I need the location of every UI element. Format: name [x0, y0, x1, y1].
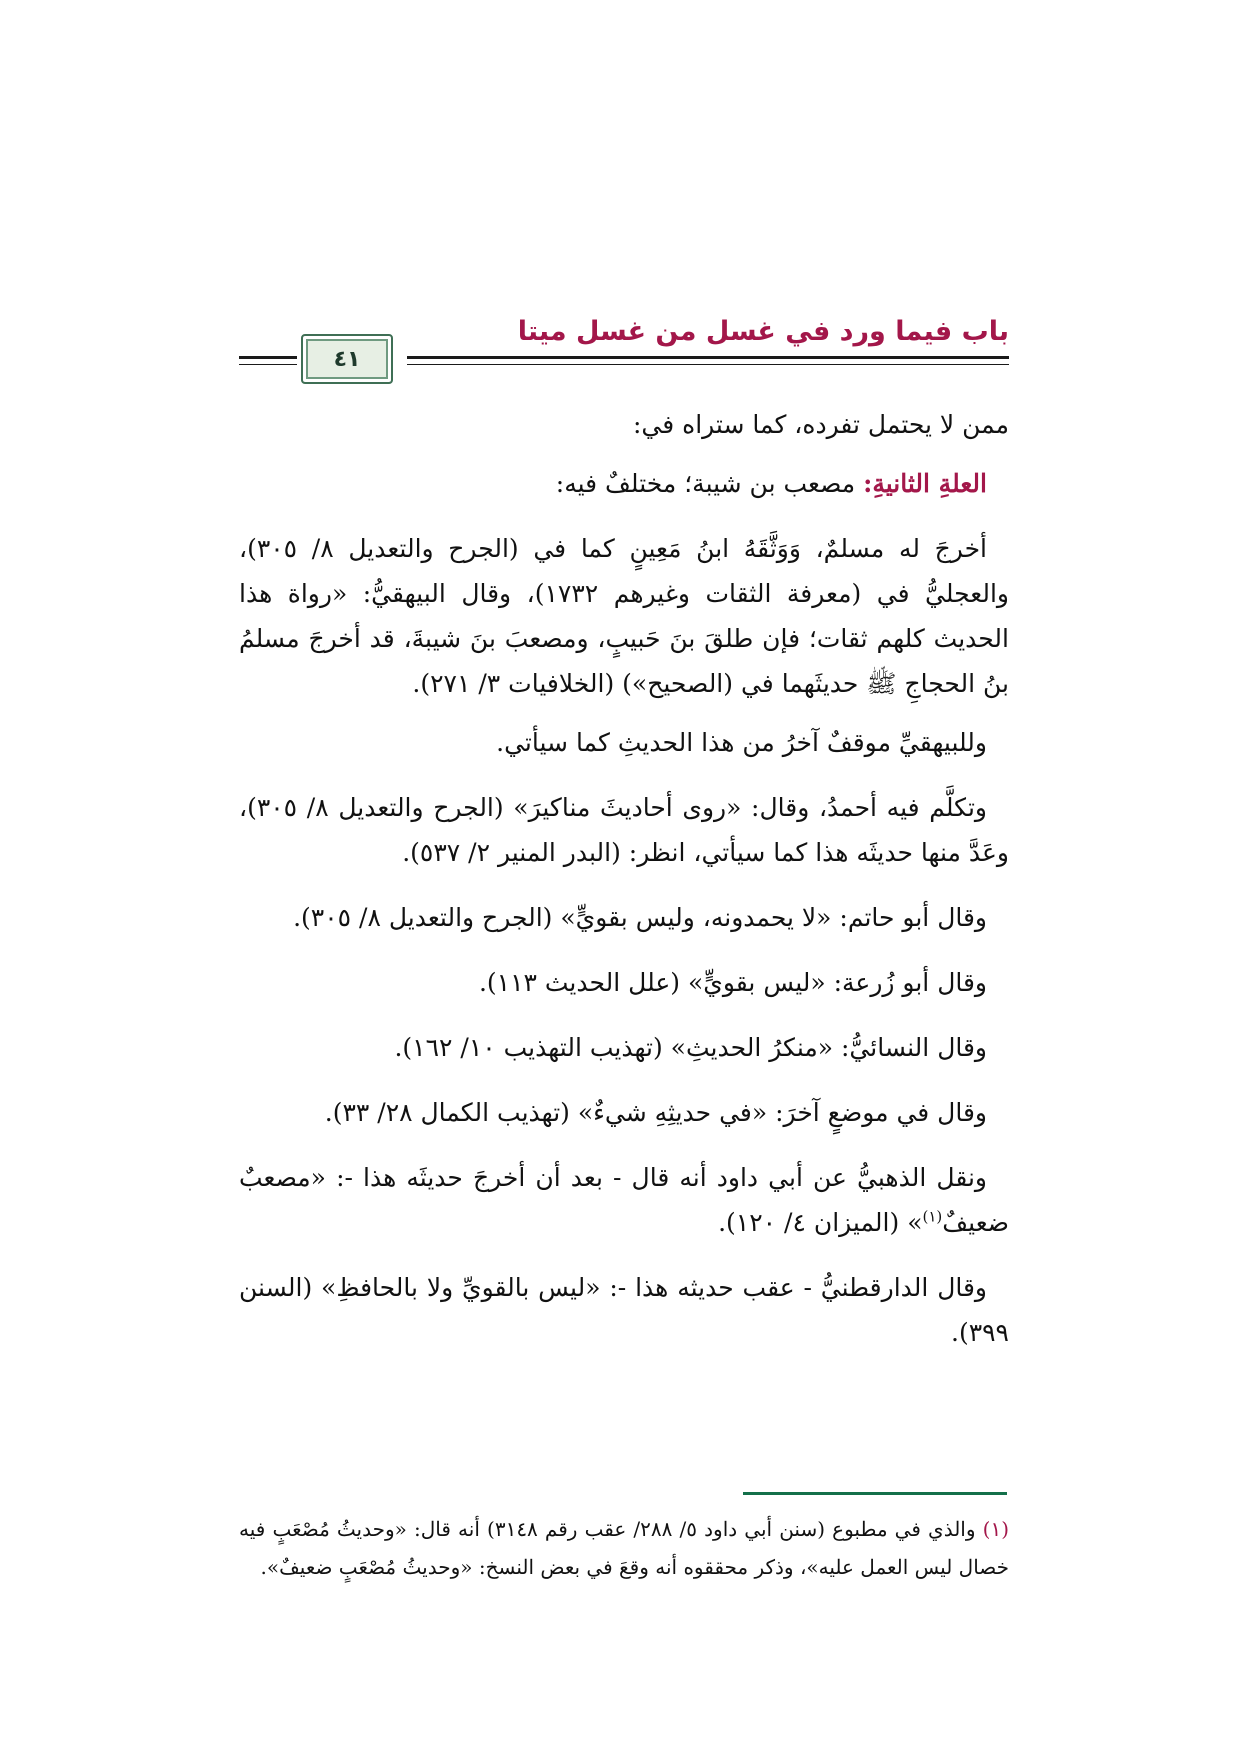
- paragraph-10-after: » (الميزان ٤/ ١٢٠).: [718, 1208, 923, 1237]
- footnote-number: (١): [982, 1517, 1010, 1541]
- page-header: [239, 312, 1009, 382]
- paragraph-11: وقال الدارقطنيُّ - عقب حديثه هذا -: «ليس بالقويِّ ولا بالحافظِ» (السنن ٣٩٩).: [239, 1273, 1009, 1347]
- page-number-badge: ٤١: [301, 334, 393, 384]
- paragraph-2: [239, 461, 1009, 506]
- header-rule-right-top: [407, 356, 1009, 359]
- paragraph-8: وقال النسائيُّ: «منكرُ الحديثِ» (تهذيب التهذيب ١٠/ ١٦٢).: [394, 1033, 987, 1062]
- chapter-title: باب فيما ورد في غسل من غسل ميتا: [517, 316, 1009, 347]
- paragraph-4: وللبيهقيِّ موقفٌ آخرُ من هذا الحديثِ كما سيأتي.: [496, 728, 987, 757]
- second-defect-label: العلةِ الثانيةِ:: [863, 469, 987, 498]
- header-rule-left-top: [239, 356, 297, 359]
- paragraph-1: ممن لا يحتمل تفرده، كما ستراه في:: [632, 410, 1009, 439]
- second-defect-text: مصعب بن شيبة؛ مختلفٌ فيه:: [555, 469, 864, 498]
- paragraph-10-before: ونقل الذهبيُّ عن أبي داود أنه قال - بعد أن أخرجَ حديثَه هذا -: «مصعبٌ ضعيفٌ: [239, 1163, 1009, 1237]
- paragraph-7: وقال أبو زُرعة: «ليس بقويٍّ» (علل الحديث ١١٣).: [478, 968, 987, 997]
- footnote: [239, 1510, 1009, 1586]
- paragraph-9: وقال في موضعٍ آخرَ: «في حديثِهِ شيءٌ» (تهذيب الكمال ٢٨/ ٣٣).: [324, 1098, 987, 1127]
- footnote-separator: [743, 1492, 1007, 1495]
- paragraph-6: وقال أبو حاتم: «لا يحمدونه، وليس بقويٍّ» (الجرح والتعديل ٨/ ٣٠٥).: [293, 903, 987, 932]
- footnote-text: والذي في مطبوع (سنن أبي داود ٥/ ٢٨٨/ عقب رقم ٣١٤٨) أنه قال: «وحديثُ مُصْعَبٍ فيه خصال ليس العمل عليه»، وذكر محققوه أنه وقعَ في بعض النسخ: «وحديثُ مُصْعَبٍ ضعيفٌ».: [239, 1517, 1009, 1579]
- paragraph-5: وتكلَّم فيه أحمدُ، وقال: «روى أحاديثَ مناكيرَ» (الجرح والتعديل ٨/ ٣٠٥)، وعَدَّ منها حديثَه هذا كما سيأتي، انظر: (البدر المنير ٢/ ٥٣٧).: [239, 793, 1009, 867]
- main-text: [239, 402, 1009, 1375]
- footnote-reference[interactable]: (١): [922, 1207, 943, 1226]
- header-rule-right-bottom: [407, 364, 1009, 365]
- paragraph-10: [239, 1155, 1009, 1245]
- header-rule-left-bottom: [239, 364, 297, 365]
- paragraph-3: أخرجَ له مسلمٌ، وَوَثَّقَهُ ابنُ مَعِينٍ كما في (الجرح والتعديل ٨/ ٣٠٥)، والعجليُّ في (معرفة الثقات وغيرهم ١٧٣٢)، وقال البيهقيُّ: «رواة هذا الحديث كلهم ثقات؛ فإن طلقَ بنَ حَبيبٍ، ومصعبَ بنَ شيبةَ، قد أخرجَ مسلمُ بنُ الحجاجِ ﷺ حديثَهما في (الصحيح») (الخلافيات ٣/ ٢٧١).: [239, 534, 1009, 698]
